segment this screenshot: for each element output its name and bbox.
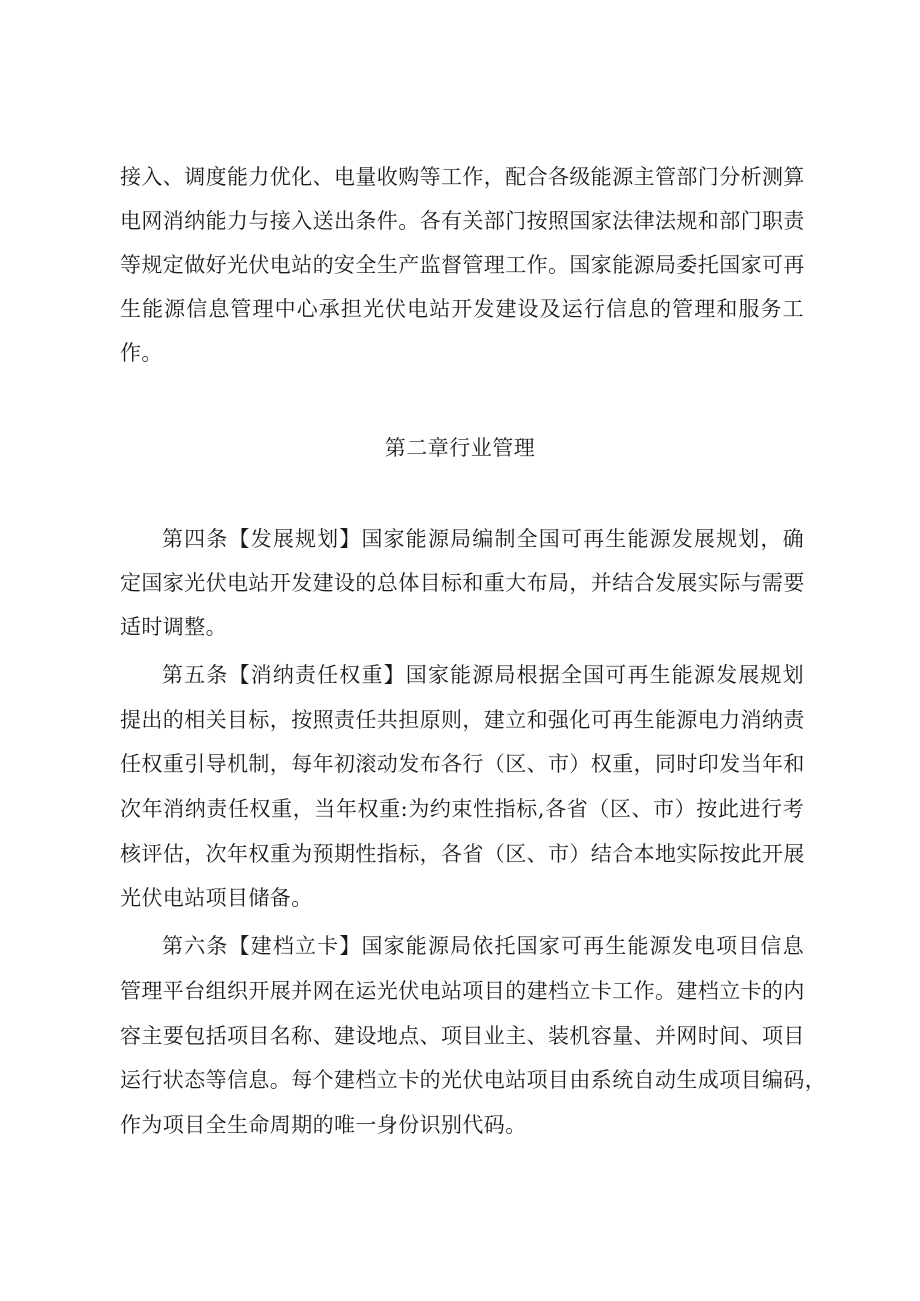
intro-line-4: 生能源信息管理中心承担光伏电站开发建设及运行信息的管理和服务工 — [120, 297, 804, 321]
article-6-line-1: 第六条【建档立卡】国家能源局依托国家可再生能源发电项目信息 — [162, 934, 804, 958]
article-6-line-3: 容主要包括项目名称、建设地点、项目业主、装机容量、并网时间、项目 — [120, 1024, 805, 1048]
intro-line-1: 接入、调度能力优化、电量收购等工作，配合各级能源主管部门分析测算 — [120, 165, 805, 189]
intro-line-5: 作。 — [120, 341, 163, 365]
article-4-line-2: 定国家光伏电站开发建设的总体目标和重大布局，并结合发展实际与需要 — [120, 571, 805, 595]
intro-line-3: 等规定做好光伏电站的安全生产监督管理工作。国家能源局委托国家可再 — [120, 253, 805, 277]
article-6-line-2: 管理平台组织开展并网在运光伏电站项目的建档立卡工作。建档立卡的内 — [120, 979, 805, 1003]
article-5-line-4: 次年消纳责任权重，当年权重:为约束性指标,各省（区、市）按此进行考 — [120, 797, 804, 821]
article-5-line-5: 核评估，次年权重为预期性指标，各省（区、市）结合本地实际按此开展 — [120, 842, 805, 866]
article-5-line-1: 第五条【消纳责任权重】国家能源局根据全国可再生能源发展规划 — [162, 663, 804, 687]
chapter-heading: 第二章行业管理 — [384, 436, 536, 460]
article-5-line-6: 光伏电站项目储备。 — [120, 886, 313, 910]
article-5-line-3: 任权重引导机制，每年初滚动发布各行（区、市）权重，同时印发当年和 — [120, 752, 805, 776]
article-6-line-5: 作为项目全生命周期的唯一身份识别代码。 — [120, 1113, 527, 1137]
intro-line-2: 电网消纳能力与接入送出条件。各有关部门按照国家法律法规和部门职责 — [120, 209, 805, 233]
article-6-line-4: 运行状态等信息。每个建档立卡的光伏电站项目由系统自动生成项目编码， — [120, 1068, 827, 1092]
article-4-line-3: 适时调整。 — [120, 615, 227, 639]
article-4-line-1: 第四条【发展规划】国家能源局编制全国可再生能源发展规划，确 — [162, 527, 804, 551]
article-5-line-2: 提出的相关目标，按照责任共担原则，建立和强化可再生能源电力消纳责 — [120, 708, 805, 732]
